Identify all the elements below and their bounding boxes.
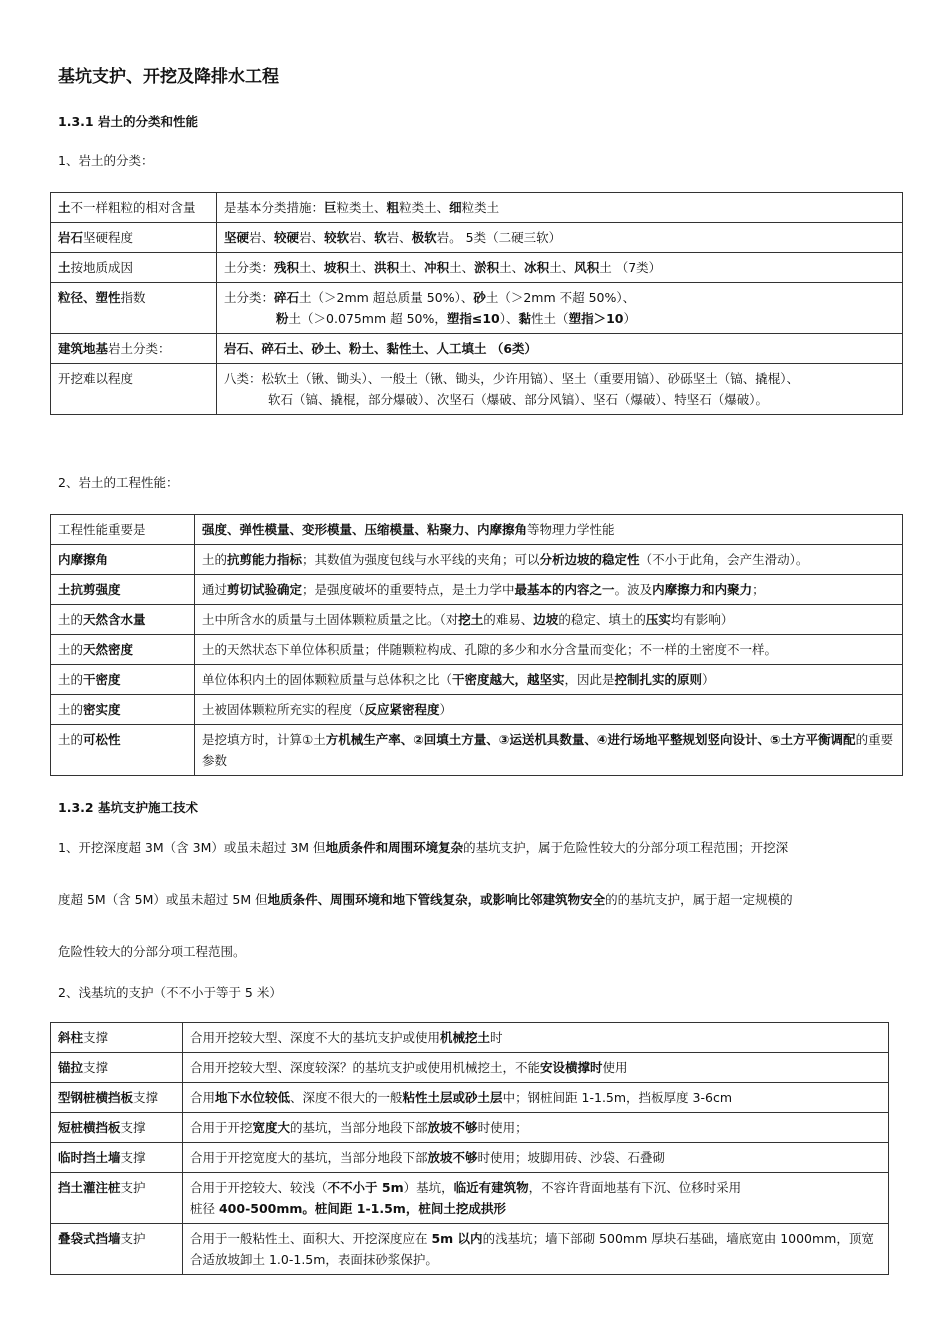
cell-text: 边坡 [533,612,559,627]
cell-text: ；是强度破坏的重要特点，是土力学中 [302,582,515,597]
cell-text: 土的 [58,732,84,747]
table-row [51,695,903,725]
cell-text: 机械挖土 [440,1030,491,1045]
cell-text: 土的 [58,702,84,717]
table-cell-key [51,1083,183,1113]
cell-text: 的基坑，当部分地段下部 [290,1120,428,1135]
cell-text: 时使用；坡脚用砖、沙袋、石叠砌 [477,1150,666,1165]
cell-text: 工程性能重要是 [58,522,146,537]
cell-text: 土 [58,260,71,275]
cell-text: ） [623,311,636,326]
cell-text: 风积 [574,260,600,275]
section-heading-1-3-2: 1.3.2 基坑支护施工技术 [58,800,198,815]
table-cell-key [51,1224,183,1275]
cell-text: 合用于开挖 [190,1120,253,1135]
cell-text: 抗剪能力指标 [227,552,303,567]
table-cell-key [51,1113,183,1143]
rock-classification-table [50,192,903,415]
table-cell-key [51,1143,183,1173]
cell-text: 内摩擦角 [58,552,109,567]
cell-text: 5m 以内 [431,1231,483,1246]
table-row [51,1113,889,1143]
cell-text: 粒径、塑性 [58,290,121,305]
table-row [51,193,903,223]
table-row [51,1224,889,1275]
cell-text: 砂 [473,290,486,305]
table-row [51,253,903,283]
cell-text: 坡积 [324,260,350,275]
table-row [51,1083,889,1113]
table-cell-key [51,605,195,635]
cell-text: 淤积 [474,260,500,275]
cell-text: 岩。 5类（二硬三软） [436,230,562,245]
table-row [51,283,903,334]
cell-text: 、深度不很大的一般 [290,1090,403,1105]
table-cell-key [51,364,217,415]
table-cell-key [51,283,217,334]
table-cell-value [183,1224,889,1275]
cell-text: 土被固体颗粒所充实的程度（ [202,702,365,717]
cell-text: 干密度 [83,672,121,687]
table-cell-value [195,575,903,605]
cell-text: 临时挡土墙 [58,1150,121,1165]
cell-text: 支护 [120,1231,146,1246]
cell-text: 土中所含水的质量与土固体颗粒质量之比。（对 [202,612,459,627]
cell-text: ； [752,582,765,597]
cell-text: 黏 [518,311,532,326]
table-cell-value [195,635,903,665]
cell-text: 土、 [349,260,375,275]
cell-text: 巨 [324,200,337,215]
cell-text: 型钢桩横挡板 [58,1090,134,1105]
shallow-pit-support-table [50,1022,889,1275]
cell-text: 八类：松软土（锹、锄头）、一般土（锹、锄头，少许用镐）、坚土（重要用镐）、砂砾坚土（镐、撬棍）、 [224,371,800,386]
cell-text: 建筑地基 [58,341,109,356]
cell-text: 软 [374,230,387,245]
cell-text: 土的 [58,642,84,657]
cell-text: 单位体积内土的固体颗粒质量与总体积之比（ [202,672,453,687]
cell-text: 斜柱 [58,1030,84,1045]
cell-text: 支撑 [120,1150,146,1165]
cell-text: 地下水位较低 [215,1090,291,1105]
table-row [51,515,903,545]
cell-text: 冲积 [424,260,450,275]
cell-text: 土、 [499,260,525,275]
cell-text: 岩、 [249,230,275,245]
table-cell-key [51,1053,183,1083]
cell-text: 中；钢桩间距 1-1.5m，挡板厚度 3-6cm [502,1090,732,1105]
cell-text: 粒类土、 [399,200,450,215]
table-cell-value [183,1053,889,1083]
cell-text: ）基坑， [403,1180,454,1195]
cell-text: 控制扎实的原则 [614,672,703,687]
cell-text: 挖土 [458,612,484,627]
table-row [51,1173,889,1224]
table-cell-value [217,334,903,364]
cell-text: 放坡不够 [427,1120,478,1135]
table-cell-value [183,1023,889,1053]
paragraph-support-scope-line1: 1、开挖深度超 3M（含 3M）或虽未超过 3M 但地质条件和周围环境复杂的基坑支护，属于危险性较大的分部分项工程范围；开挖深 [58,840,789,855]
cell-text: 土、 [449,260,475,275]
table-row [51,635,903,665]
table-cell-key [51,575,195,605]
cell-text: 最基本的内容之一 [514,582,615,597]
table-row [51,364,903,415]
table-cell-value [195,725,903,776]
cell-text: 支撑 [83,1030,109,1045]
cell-text: 不不小于 5m [327,1180,404,1195]
cell-text: 残积 [274,260,300,275]
cell-text: 岩土分类： [108,341,171,356]
cell-text: 粉 [276,311,289,326]
cell-text: 的重要参数 [202,732,894,768]
paragraph-rock-classification: 1、岩土的分类： [58,153,154,168]
table-row [51,334,903,364]
cell-text: 安设横撑时 [540,1060,603,1075]
cell-text: 坚硬程度 [83,230,134,245]
cell-text: 宽度大 [252,1120,291,1135]
cell-text: 岩、 [299,230,325,245]
cell-text: 。波及 [614,582,653,597]
cell-text: 等物理力学性能 [527,522,615,537]
cell-text: 粘性土层或砂土层 [402,1090,503,1105]
cell-text: 压实 [645,612,671,627]
table-cell-value [217,364,903,415]
cell-text: 挡土灌注桩 [58,1180,121,1195]
table-cell-value [217,223,903,253]
cell-text: 粒类土 [461,200,500,215]
cell-text: 粒类土、 [336,200,387,215]
cell-text: 合用于一般粘性土、面积大、开挖深度应在 [190,1231,432,1246]
table-row [51,1023,889,1053]
cell-text: 合用于开挖宽度大的基坑，当部分地段下部 [190,1150,428,1165]
table-cell-value [217,193,903,223]
table-cell-value [195,545,903,575]
cell-text: 土的 [58,672,84,687]
cell-text: 分析边坡的稳定性 [539,552,640,567]
cell-text: 天然含水量 [83,612,146,627]
paragraph-shallow-pit-support: 2、浅基坑的支护（不不小于等于 5 米） [58,985,282,1000]
cell-text: 土分类： [224,290,275,305]
cell-text: 冰积 [524,260,550,275]
cell-text: 土的 [58,612,84,627]
cell-text: 合用于开挖较大、较浅（ [190,1180,328,1195]
cell-text: 土 （7类） [599,260,662,275]
cell-text: 支撑 [83,1060,109,1075]
table-row [51,545,903,575]
cell-text: （不小于此角，会产生滑动）。 [639,552,809,567]
table-row [51,1053,889,1083]
cell-text: 内摩擦力和内聚力 [652,582,753,597]
table-cell-key [51,193,217,223]
cell-text: 土、 [549,260,575,275]
cell-text: 短桩横挡板 [58,1120,121,1135]
cell-text: 土、 [399,260,425,275]
cell-text: 土、 [299,260,325,275]
cell-text: 土的 [202,552,228,567]
cell-text: 支撑 [133,1090,159,1105]
table-cell-value [183,1083,889,1113]
cell-text: 开挖难以程度 [58,371,134,386]
cell-text: ，因此是 [564,672,615,687]
table-cell-value [183,1143,889,1173]
cell-text: 极软 [411,230,437,245]
cell-text: 岩石、碎石土、砂土、粉土、黏性土、人工填土 （6类） [224,341,538,356]
cell-text: 均有影响） [670,612,734,627]
cell-text: 反应紧密程度 [364,702,440,717]
table-row [51,575,903,605]
cell-text: 是基本分类措施： [224,200,325,215]
cell-text: 400-500mm。桩间距 1-1.5m，桩间土挖成拱形 [218,1201,506,1216]
paragraph-support-scope-line3: 危险性较大的分部分项工程范围。 [58,944,246,959]
table-cell-value [195,515,903,545]
cell-text: 密实度 [83,702,121,717]
cell-text: 锚拉 [58,1060,84,1075]
cell-text: 细 [449,200,462,215]
table-row [51,223,903,253]
cell-text: 是挖填方时，计算①土 [202,732,326,747]
document-title: 基坑支护、开挖及降排水工程 [58,67,279,87]
cell-text: 天然密度 [83,642,134,657]
table-cell-value [217,283,903,334]
cell-text: 放坡不够 [427,1150,478,1165]
table-cell-value [195,695,903,725]
cell-text: 较硬 [274,230,300,245]
cell-text: 的稳定、填土的 [558,612,646,627]
cell-text: 方机械生产率、②回填土方量、③运送机具数量、④进行场地平整规划竖向设计、⑤土方平衡调配 [325,732,856,747]
cell-text: 土抗剪强度 [58,582,121,597]
cell-text: 的难易、 [483,612,534,627]
cell-text: ）、 [499,311,519,326]
table-cell-key [51,1023,183,1053]
cell-text: 强度、弹性模量、变形模量、压缩模量、粘聚力、内摩擦角 [202,522,528,537]
cell-text: 坚硬 [224,230,250,245]
cell-text: 桩径 [190,1201,219,1216]
table-cell-value [217,253,903,283]
cell-text: 按地质成因 [70,260,134,275]
cell-text: ，不容许背面地基有下沉、位移时采用 [528,1180,742,1195]
table-cell-value [195,605,903,635]
table-cell-value [183,1113,889,1143]
cell-text: 碎石 [274,290,300,305]
table-cell-key [51,665,195,695]
table-cell-key [51,223,217,253]
cell-text: 不一样粗粒的相对含量 [70,200,196,215]
cell-text: 土 [58,200,71,215]
table-cell-key [51,1173,183,1224]
table-cell-value [195,665,903,695]
table-cell-key [51,545,195,575]
cell-text: 合用 [190,1090,216,1105]
section-heading-1-3-1: 1.3.1 岩土的分类和性能 [58,114,198,129]
cell-text: 岩、 [349,230,375,245]
cell-text: 岩石 [58,230,84,245]
cell-text: 支撑 [120,1120,146,1135]
cell-text: 土（＞0.075mm 超 50%， [288,311,447,326]
table-cell-key [51,515,195,545]
cell-text: ；其数值为强度包线与水平线的夹角；可以 [302,552,540,567]
table-cell-key [51,635,195,665]
cell-text: 塑指＞10 [568,311,624,326]
table-row [51,1143,889,1173]
table-row [51,605,903,635]
cell-text: 合用开挖较大型、深度不大的基坑支护或使用 [190,1030,441,1045]
cell-text: 支护 [120,1180,146,1195]
cell-text: 使用 [602,1060,628,1075]
cell-text: 剪切试验确定 [227,582,303,597]
cell-text: 土（＞2mm 不超 50%）、 [485,290,636,305]
cell-text: ） [702,672,715,687]
table-cell-key [51,725,195,776]
cell-text: 土的天然状态下单位体积质量；伴随颗粒构成、孔隙的多少和水分含量而变化；不一样的土密度不一样。 [202,642,778,657]
cell-text: 性土（ [531,311,569,326]
cell-text: 土（＞2mm 超总质量 50%）、 [299,290,474,305]
cell-text: 临近有建筑物 [453,1180,529,1195]
cell-text: 叠袋式挡墙 [58,1231,121,1246]
cell-text: 的浅基坑；墙下部砌 500mm 厚块石基础，墙底宽由 1000mm，顶宽合适放坡卸土 1.0-1.5m，表面抹砂浆保护。 [190,1231,874,1267]
engineering-properties-table [50,514,903,776]
cell-text: 岩、 [386,230,412,245]
cell-text: 较软 [324,230,350,245]
table-cell-key [51,253,217,283]
cell-text: 土分类： [224,260,275,275]
paragraph-support-scope-line2: 度超 5M（含 5M）或虽未超过 5M 但地质条件、周围环境和地下管线复杂，或影响比邻建筑物安全的的基坑支护，属于超一定规模的 [58,892,793,907]
cell-text: 软石（镐、撬棍，部分爆破）、次坚石（爆破、部分风镐）、坚石（爆破）、特坚石（爆破）。 [268,392,769,407]
cell-text: 洪积 [374,260,400,275]
table-row [51,665,903,695]
cell-text: 干密度越大，越坚实 [452,672,565,687]
table-cell-key [51,334,217,364]
cell-text: 时使用； [477,1120,528,1135]
table-row [51,725,903,776]
cell-text: 塑指≤10 [446,311,500,326]
cell-text: 通过 [202,582,228,597]
table-cell-value [183,1173,889,1224]
cell-text: 可松性 [83,732,121,747]
cell-text: 粗 [386,200,400,215]
cell-text: ） [439,702,453,717]
cell-text: 指数 [120,290,146,305]
cell-text: 合用开挖较大型、深度较深？的基坑支护或使用机械挖土，不能 [190,1060,541,1075]
cell-text [224,308,895,329]
paragraph-engineering-properties: 2、岩土的工程性能： [58,475,179,490]
cell-text: 时 [490,1030,503,1045]
table-cell-key [51,695,195,725]
